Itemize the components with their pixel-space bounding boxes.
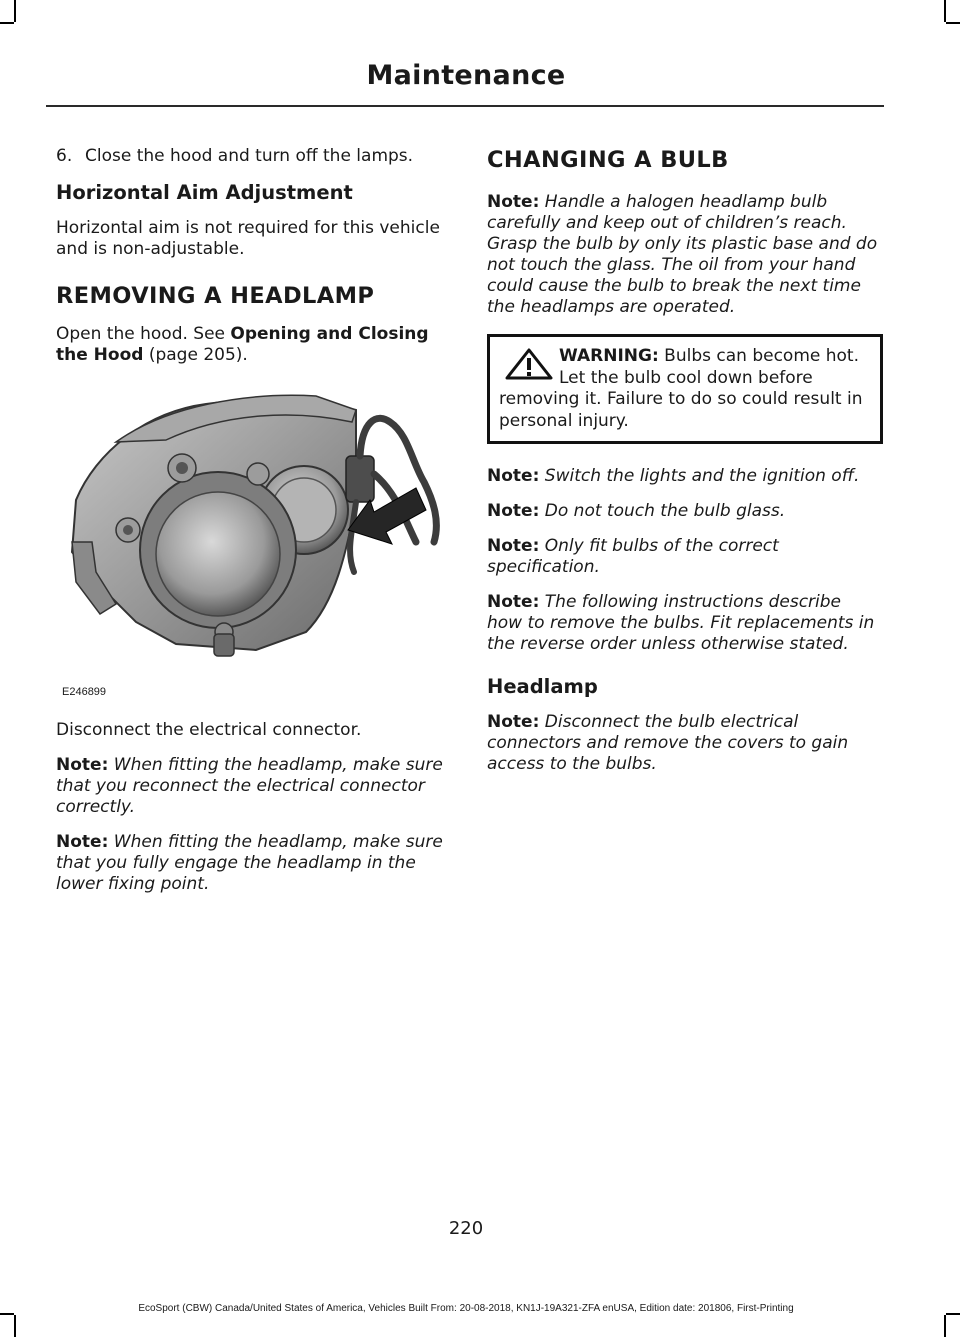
step-number: 6. bbox=[56, 146, 73, 166]
step-text: Close the hood and turn off the lamps. bbox=[85, 146, 414, 166]
horizontal-aim-text: Horizontal aim is not required for this vehicle and is non-adjustable. bbox=[56, 218, 440, 259]
crop-mark bbox=[944, 1315, 946, 1337]
note-label: Note: bbox=[487, 712, 540, 732]
note-text: When fitting the headlamp, make sure that you fully engage the headlamp in the lower fixing point. bbox=[56, 832, 443, 894]
crop-mark bbox=[14, 1315, 16, 1337]
note-text: Do not touch the bulb glass. bbox=[544, 501, 786, 521]
note-label: Note: bbox=[56, 832, 109, 852]
crop-mark bbox=[944, 0, 946, 22]
open-hood-text bbox=[56, 324, 448, 366]
figure-code: E246899 bbox=[62, 686, 107, 698]
warning-box bbox=[487, 334, 883, 444]
note-fixing-point bbox=[56, 832, 448, 895]
note-specification bbox=[487, 536, 881, 578]
removing-headlamp-heading: REMOVING A HEADLAMP bbox=[56, 283, 375, 309]
warning-label: WARNING: bbox=[559, 346, 659, 366]
note-bulb-glass bbox=[487, 501, 881, 522]
crop-mark bbox=[946, 1313, 960, 1315]
step-6 bbox=[56, 146, 448, 167]
note-label: Note: bbox=[487, 536, 540, 556]
horizontal-aim-heading: Horizontal Aim Adjustment bbox=[56, 181, 353, 204]
disconnect-text: Disconnect the electrical connector. bbox=[56, 720, 362, 740]
note-text: When fitting the headlamp, make sure that you reconnect the electrical connector correctly. bbox=[56, 755, 443, 817]
crop-mark bbox=[946, 22, 960, 24]
page-header-title: Maintenance bbox=[366, 60, 566, 91]
note-label: Note: bbox=[487, 501, 540, 521]
page-reference: (page 205). bbox=[143, 345, 248, 365]
header-rule bbox=[46, 105, 884, 107]
note-text: Switch the lights and the ignition off. bbox=[544, 466, 860, 486]
crop-mark bbox=[14, 0, 16, 22]
note-halogen bbox=[487, 192, 881, 318]
open-hood-intro: Open the hood. See bbox=[56, 324, 231, 344]
note-instructions bbox=[487, 592, 881, 655]
note-reconnect bbox=[56, 755, 448, 818]
warning-triangle-icon bbox=[505, 348, 553, 380]
left-column bbox=[56, 146, 448, 909]
note-label: Note: bbox=[487, 192, 540, 212]
opening-hood-link[interactable]: Opening and Closing the Hood bbox=[56, 324, 429, 365]
footer-text: EcoSport (CBW) Canada/United States of America, Vehicles Built From: 20-08-2018, KN1J-19A321-ZFA enUSA, Edition date: 201806, First-Printing bbox=[138, 1303, 794, 1314]
headlamp-illustration bbox=[56, 382, 448, 708]
headlamp-heading: Headlamp bbox=[487, 675, 598, 698]
note-text: Handle a halogen headlamp bulb carefully and keep out of children’s reach. Grasp the bulb by only its plastic base and do not touch the glass. The oil from your hand could cause the bulb to break the next time the headlamps are operated. bbox=[487, 192, 878, 317]
note-text: Only fit bulbs of the correct specification. bbox=[487, 536, 779, 577]
crop-mark bbox=[0, 22, 14, 24]
changing-bulb-heading: CHANGING A BULB bbox=[487, 147, 729, 173]
right-column bbox=[487, 146, 881, 789]
note-text: The following instructions describe how to remove the bulbs. Fit replacements in the reverse order unless otherwise stated. bbox=[487, 592, 875, 654]
note-label: Note: bbox=[487, 466, 540, 486]
warning-text bbox=[499, 346, 872, 432]
note-switch-off bbox=[487, 466, 881, 487]
note-text: Disconnect the bulb electrical connectors and remove the covers to gain access to the bulbs. bbox=[487, 712, 849, 774]
warning-body: Bulbs can become hot. Let the bulb cool down before removing it. Failure to do so could result in personal injury. bbox=[499, 346, 863, 431]
note-label: Note: bbox=[56, 755, 109, 775]
headlamp-drawing bbox=[56, 382, 448, 708]
note-label: Note: bbox=[487, 592, 540, 612]
page-number: 220 bbox=[448, 1218, 484, 1239]
note-disconnect-bulb bbox=[487, 712, 881, 775]
